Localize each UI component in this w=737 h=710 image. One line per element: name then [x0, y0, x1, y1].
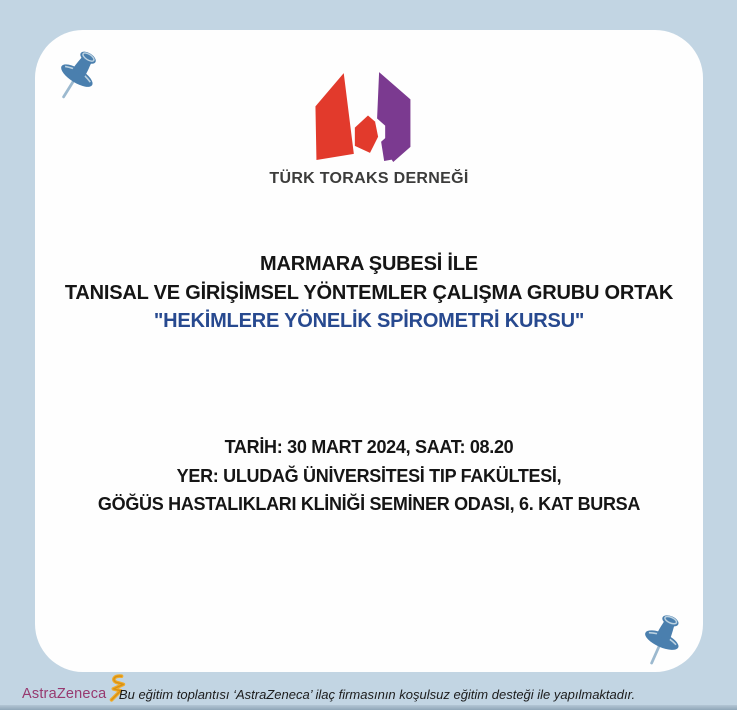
event-venue-line-1: YER: ULUDAĞ ÜNİVERSİTESİ TIP FAKÜLTESİ,	[176, 465, 562, 486]
title-line-2: TANISAL VE GİRİŞİMSEL YÖNTEMLER ÇALIŞMA GRUBU ORTAK	[64, 281, 674, 304]
astrazeneca-wordmark: AstraZeneca	[22, 686, 107, 702]
event-title	[49, 250, 689, 336]
astrazeneca-logo	[22, 686, 127, 703]
sponsor-disclaimer: Bu eğitim toplantısı ‘AstraZeneca’ ilaç firmasının koşulsuz eğitim desteği ile yapılmaktadır.	[118, 687, 636, 702]
event-date: TARİH: 30 MART 2024, SAAT: 08.20	[224, 437, 514, 457]
lungs-logo-icon	[313, 66, 425, 162]
title-line-1: MARMARA ŞUBESİ İLE	[260, 253, 478, 275]
bottom-edge-shadow	[0, 705, 737, 710]
event-venue-line-2: GÖĞÜS HASTALIKLARI KLİNİĞİ SEMİNER ODASI, 6. KAT BURSA	[97, 494, 641, 514]
event-details	[49, 433, 689, 519]
org-name: TÜRK TORAKS DERNEĞİ	[269, 170, 469, 187]
title-line-3: "HEKİMLERE YÖNELİK SPİROMETRİ KURSU"	[153, 310, 585, 332]
pushpin-icon	[50, 33, 112, 105]
ttd-logo-block	[35, 66, 703, 188]
pushpin-icon	[634, 597, 696, 669]
flyer-card	[35, 30, 703, 672]
